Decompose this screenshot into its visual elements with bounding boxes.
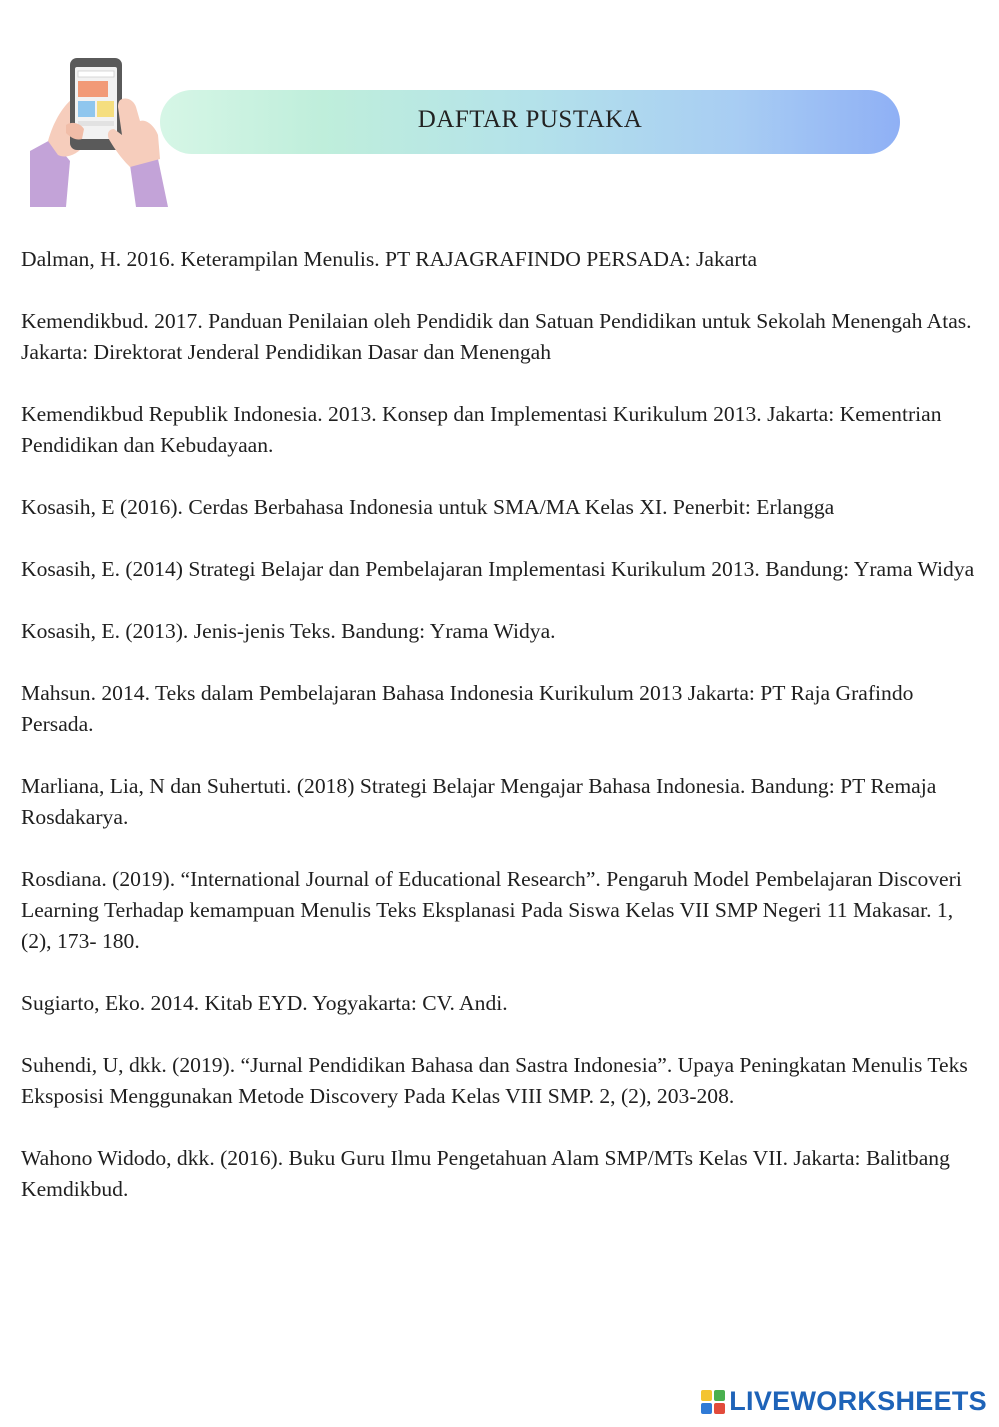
reference-list (21, 244, 981, 1236)
reference-item: Kemendikbud. 2017. Panduan Penilaian oleh Pendidik dan Satuan Pendidikan untuk Sekolah Menengah Atas. Jakarta: Direktorat Jenderal Pendidikan Dasar dan Menengah (21, 309, 972, 364)
reference-item: Kosasih, E. (2013). Jenis-jenis Teks. Bandung: Yrama Widya. (21, 619, 556, 643)
liveworksheets-watermark (700, 1386, 987, 1417)
reference-item: Kemendikbud Republik Indonesia. 2013. Konsep dan Implementasi Kurikulum 2013. Jakarta: Kementrian Pendidikan dan Kebudayaan. (21, 402, 942, 457)
reference-item: Dalman, H. 2016. Keterampilan Menulis. PT RAJAGRAFINDO PERSADA: Jakarta (21, 247, 758, 271)
page-header (0, 0, 999, 215)
reference-item: Sugiarto, Eko. 2014. Kitab EYD. Yogyakarta: CV. Andi. (21, 991, 508, 1015)
reference-item: Rosdiana. (2019). “International Journal of Educational Research”. Pengaruh Model Pembelajaran Discoveri Learning Terhadap kemampuan Menulis Teks Eksplanasi Pada Siswa Kelas VII SMP Negeri 11 Makasar. 1, (2), 173- 180. (21, 867, 962, 953)
hands-holding-phone-icon (30, 55, 175, 207)
reference-item: Kosasih, E (2016). Cerdas Berbahasa Indonesia untuk SMA/MA Kelas XI. Penerbit: Erlangga (21, 495, 835, 519)
reference-item: Suhendi, U, dkk. (2019). “Jurnal Pendidikan Bahasa dan Sastra Indonesia”. Upaya Peningkatan Menulis Teks Eksposisi Menggunakan Metode Discovery Pada Kelas VIII SMP. 2, (2), 203-208. (21, 1053, 968, 1108)
reference-item: Marliana, Lia, N dan Suhertuti. (2018) Strategi Belajar Mengajar Bahasa Indonesia. Bandung: PT Remaja Rosdakarya. (21, 774, 937, 829)
reference-item: Wahono Widodo, dkk. (2016). Buku Guru Ilmu Pengetahuan Alam SMP/MTs Kelas VII. Jakarta: Balitbang Kemdikbud. (21, 1146, 950, 1201)
page-title: DAFTAR PUSTAKA (417, 106, 643, 133)
title-banner (160, 90, 900, 154)
reference-item: Mahsun. 2014. Teks dalam Pembelajaran Bahasa Indonesia Kurikulum 2013 Jakarta: PT Raja Grafindo Persada. (21, 681, 914, 736)
watermark-text: LIVEWORKSHEETS (729, 1386, 987, 1416)
liveworksheets-logo-icon (700, 1389, 726, 1415)
reference-item: Kosasih, E. (2014) Strategi Belajar dan Pembelajaran Implementasi Kurikulum 2013. Bandung: Yrama Widya (21, 557, 975, 581)
